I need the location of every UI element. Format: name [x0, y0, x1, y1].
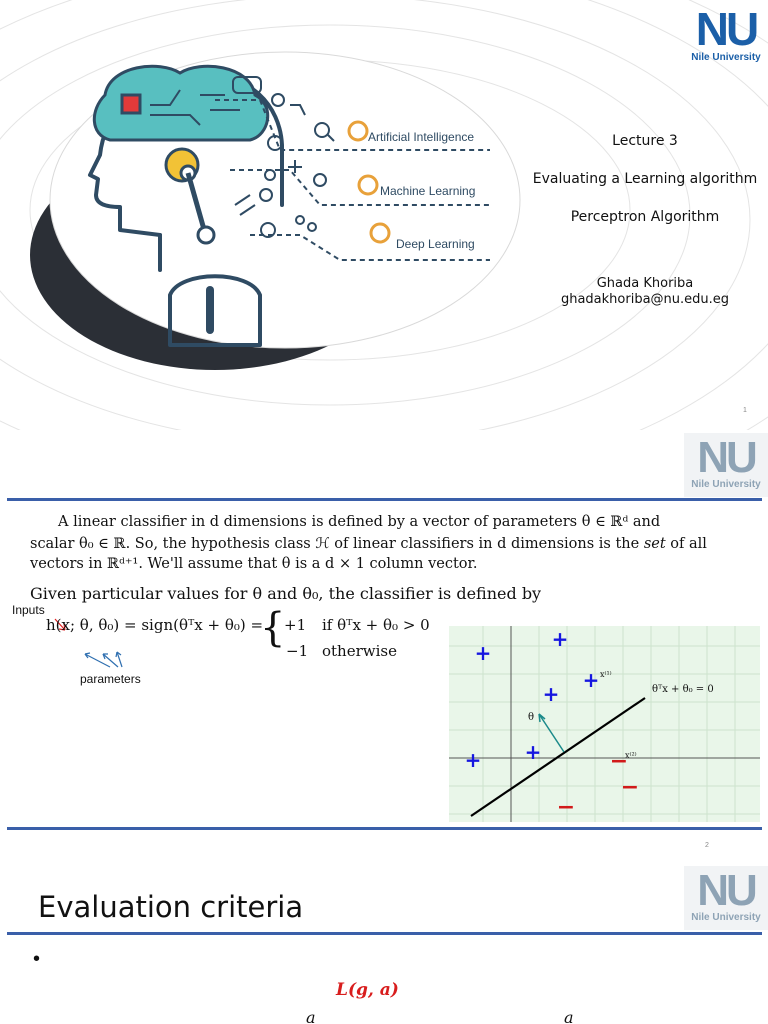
plus-point: +	[582, 668, 600, 692]
boundary-label: θᵀx + θ₀ = 0	[652, 684, 714, 695]
top-rule	[7, 498, 762, 501]
page-number: 2	[705, 842, 709, 849]
minus-point: −	[556, 795, 576, 820]
plus-point: +	[474, 641, 492, 665]
inputs-label: Inputs	[12, 603, 45, 617]
case-1-condition: if θᵀx + θ₀ > 0	[322, 616, 430, 634]
minus-point: −	[609, 749, 629, 774]
variable-a: a	[564, 1008, 574, 1024]
formula-brace: {	[260, 605, 286, 651]
slide-3	[0, 856, 768, 1024]
nu-logo-letters: NU	[695, 3, 757, 55]
slide-2	[0, 432, 768, 854]
nu-logo-caption: Nile University	[691, 479, 761, 490]
nu-logo	[684, 3, 768, 63]
formula-lhs: h(x; θ, θ₀) = sign(θᵀx + θ₀) =	[46, 616, 264, 634]
label-deep-learning: Deep Learning	[396, 237, 475, 251]
paragraph-line-2: scalar θ₀ ∈ ℝ. So, the hypothesis class ℋ of linear classifiers in d dimensions is the set of all	[30, 536, 707, 552]
paragraph-line-3: vectors in ℝᵈ⁺¹. We'll assume that θ is a d × 1 column vector.	[30, 556, 478, 572]
variable-a: a	[306, 1008, 316, 1024]
given-line: Given particular values for θ and θ₀, the classifier is defined by	[30, 584, 542, 603]
slide-1	[0, 0, 768, 430]
bullet: •	[33, 948, 41, 970]
loss-function: L(g, a)	[336, 980, 399, 1000]
author-name: Ghada Khoriba	[596, 276, 694, 291]
page-number: 1	[743, 407, 747, 414]
nu-logo-caption: Nile University	[691, 912, 761, 923]
plus-point: +	[524, 740, 542, 764]
minus-point: −	[620, 775, 640, 800]
label-machine-learning: Machine Learning	[380, 184, 476, 198]
title-rule	[7, 932, 762, 935]
slide-title: Evaluation criteria	[38, 890, 304, 924]
nu-logo	[684, 433, 768, 497]
bottom-rule	[7, 827, 762, 830]
x2-label: x⁽²⁾	[625, 751, 637, 760]
x1-label: x⁽¹⁾	[600, 670, 612, 679]
nu-logo	[684, 866, 768, 930]
classifier-plot-svg	[449, 626, 760, 822]
nu-logo-caption: Nile University	[691, 52, 761, 63]
author-block	[530, 276, 760, 307]
label-artificial-intelligence: Artificial Intelligence	[368, 130, 475, 144]
case-2-condition: otherwise	[322, 642, 397, 660]
plus-point: +	[542, 682, 560, 706]
theta-label: θ	[528, 712, 535, 723]
plus-point: +	[551, 627, 569, 651]
case-1-value: +1	[284, 616, 307, 634]
nu-logo-letters: NU	[697, 866, 755, 915]
topic-1: Evaluating a Learning algorithm	[532, 171, 758, 187]
nu-logo-letters: NU	[697, 433, 755, 482]
paragraph-line-1: A linear classifier in d dimensions is defined by a vector of parameters θ ∈ ℝᵈ and	[58, 514, 661, 530]
topic-2: Perceptron Algorithm	[570, 209, 720, 225]
lecture-number: Lecture 3	[612, 133, 678, 149]
theta-arrow	[539, 714, 564, 752]
parameters-label: parameters	[80, 672, 141, 686]
author-email: ghadakhoriba@nu.edu.eg	[560, 292, 730, 307]
plus-point: +	[464, 748, 482, 772]
case-2-value: −1	[286, 642, 309, 660]
ai-head-illustration	[50, 55, 490, 355]
classifier-plot	[449, 626, 760, 822]
